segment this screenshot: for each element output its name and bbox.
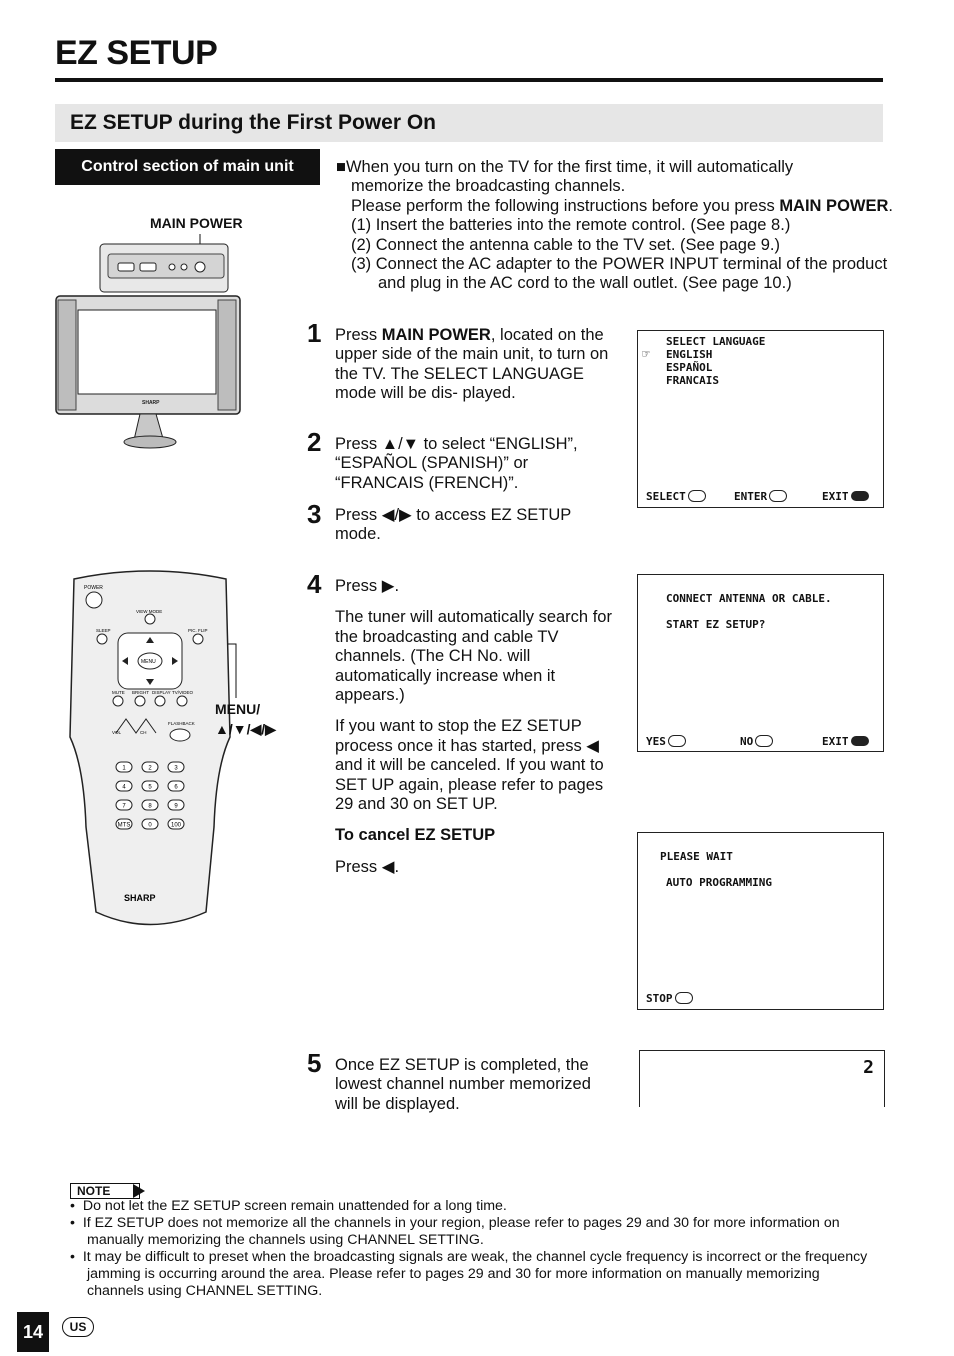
step-4-text xyxy=(335,577,615,889)
step-4-para2: The tuner will automatically search for the broadcasting and cable TV channels. (The CH No. will automatically increase when it appears.) xyxy=(335,608,612,705)
remote-bright-label: BRIGHT xyxy=(132,690,150,695)
remote-key-label: 4 xyxy=(122,784,126,791)
title-rule xyxy=(55,78,883,82)
notes-list xyxy=(70,1198,870,1300)
intro-main-power-bold: MAIN POWER xyxy=(779,196,889,215)
page-number: 14 xyxy=(17,1312,49,1352)
exit-hint: EXIT xyxy=(822,490,849,503)
remote-flashback-button[interactable] xyxy=(170,729,190,741)
step-1-pre: Press xyxy=(335,326,382,344)
intro-line3: Please perform the following instructions before you press xyxy=(351,196,780,215)
remote-key-label: 8 xyxy=(148,803,152,810)
yes-hint: YES xyxy=(646,735,666,748)
tv-brand-logo: SHARP xyxy=(142,400,160,406)
remote-bright-button[interactable] xyxy=(135,696,145,706)
remote-ch-label: CH xyxy=(140,730,147,735)
intro-item-3: (3) Connect the AC adapter to the POWER INPUT terminal of the product and plug in the AC cord to the wall outlet. (See page 10.) xyxy=(351,255,888,293)
enter-hint: ENTER xyxy=(734,490,768,503)
remote-view-mode-button[interactable] xyxy=(145,614,155,624)
page-title: EZ SETUP xyxy=(55,34,218,72)
step-4-cancel-text: Press ◀. xyxy=(335,857,400,876)
connect-screen-line1: CONNECT ANTENNA OR CABLE. xyxy=(666,592,832,605)
remote-power-button[interactable] xyxy=(86,592,102,608)
no-hint: NO xyxy=(740,735,754,748)
remote-key-label: 9 xyxy=(174,803,178,810)
dpad-icon xyxy=(675,992,693,1004)
exit-hint: EXIT xyxy=(822,735,849,748)
remote-mute-button[interactable] xyxy=(113,696,123,706)
remote-display-label: DISPLAY xyxy=(152,690,171,695)
remote-tv-video-label: TV/VIDEO xyxy=(172,690,194,695)
select-hint: SELECT xyxy=(646,490,686,503)
remote-key-label: 7 xyxy=(122,803,126,810)
remote-key-label: 1 xyxy=(122,765,126,772)
note-item-text: It may be difficult to preset when the broadcasting signals are weak, the channel cycle frequency is incorrect or the frequency jamming is occurring around the area. Please refer to pages 29 and 30 for more information on manually memorizing channels using CHANNEL SETTING. xyxy=(82,1249,868,1299)
remote-sleep-label: SLEEP xyxy=(96,628,111,633)
section-title: EZ SETUP during the First Power On xyxy=(70,111,436,134)
intro-line2: memorize the broadcasting channels. xyxy=(351,177,626,196)
step-4-line1: Press ▶. xyxy=(335,577,400,595)
menu-callout-line1: MENU/ xyxy=(215,701,261,717)
remote-mute-label: MUTE xyxy=(112,690,125,695)
control-section-label: Control section of main unit xyxy=(55,149,320,185)
step-3-text: Press ◀/▶ to access EZ SETUP mode. xyxy=(335,506,571,544)
note-arrow-icon xyxy=(133,1184,145,1198)
note-item: • It may be difficult to preset when the broadcasting signals are weak, the channel cycle frequency is incorrect or the frequency jamming is occurring around the area. Please refer to pages 29 and 30 for more information on manually memorizing channels using CHANNEL SETTING. xyxy=(70,1249,868,1299)
step-2-number: 2 xyxy=(307,427,322,457)
remote-key-label: 2 xyxy=(148,765,152,772)
main-power-label: MAIN POWER xyxy=(150,215,243,231)
note-item-text: If EZ SETUP does not memorize all the channels in your region, please refer to pages 29 and 30 for more information on manually memorizing the channels using CHANNEL SETTING. xyxy=(82,1215,840,1248)
dpad-icon xyxy=(755,735,773,747)
remote-key-label: 3 xyxy=(174,765,178,772)
intro-item-1: (1) Insert the batteries into the remote control. (See page 8.) xyxy=(351,216,791,235)
remote-key-label: 6 xyxy=(174,784,178,791)
intro-line3-end: . xyxy=(888,196,893,215)
language-screen-title: SELECT LANGUAGE xyxy=(666,335,766,348)
remote-pic-flip-label: PIC. FLIP xyxy=(188,628,208,633)
step-1-post: , located on the upper side of the main unit, to turn on the TV. The SELECT LANGUAGE mode will be dis- played. xyxy=(335,326,609,403)
intro-line1: When you turn on the TV for the first time, it will automatically xyxy=(345,158,794,176)
step-1-bold: MAIN POWER xyxy=(381,326,491,344)
bullet-square: ■ xyxy=(336,158,346,176)
pointer-hand-icon: ☞ xyxy=(642,347,650,362)
remote-key-label: 100 xyxy=(170,822,182,829)
remote-sleep-button[interactable] xyxy=(97,634,107,644)
select-language-screen xyxy=(637,330,884,508)
tv-illustration xyxy=(52,232,247,450)
step-4-number: 4 xyxy=(307,569,322,599)
menu-callout-label xyxy=(215,699,276,739)
step-2-text: Press ▲/▼ to select “ENGLISH”, “ESPAÑOL (SPANISH)” or “FRANCAIS (FRENCH)”. xyxy=(335,435,578,492)
remote-view-mode-label: VIEW MODE xyxy=(136,609,163,614)
auto-programming-screen xyxy=(637,832,884,1010)
step-5-number: 5 xyxy=(307,1048,322,1078)
connect-antenna-screen xyxy=(637,574,884,752)
remote-flashback-label: FLASHBACK xyxy=(168,721,195,726)
remote-key-label: 5 xyxy=(148,784,152,791)
step-1-text xyxy=(335,326,615,404)
step-3-number: 3 xyxy=(307,499,322,529)
step-1-number: 1 xyxy=(307,318,322,348)
step-4-para3: If you want to stop the EZ SETUP process once it has started, press ◀ and it will be canceled. If you want to SET UP again, please refer to pages 29 and 30 on SET UP. xyxy=(335,717,604,814)
wait-screen-line2: AUTO PROGRAMMING xyxy=(666,876,772,889)
remote-pic-flip-button[interactable] xyxy=(193,634,203,644)
note-label: NOTE xyxy=(70,1183,140,1199)
menu-button-icon xyxy=(851,491,869,501)
remote-illustration xyxy=(66,567,234,937)
intro-text xyxy=(336,158,896,294)
channel-display-screen xyxy=(639,1050,885,1107)
dpad-icon xyxy=(769,490,787,502)
remote-brand-logo: SHARP xyxy=(124,893,156,903)
language-option-espanol: ESPAÑOL xyxy=(666,361,713,374)
remote-power-label: POWER xyxy=(84,585,103,591)
dpad-icon xyxy=(688,490,706,502)
remote-key-label: 0 xyxy=(148,822,152,829)
language-option-english: ENGLISH xyxy=(666,348,713,361)
remote-vol-label: VOL xyxy=(112,730,122,735)
remote-menu-label: MENU xyxy=(141,659,156,665)
region-badge: US xyxy=(62,1317,94,1337)
connect-screen-line2: START EZ SETUP? xyxy=(666,618,766,631)
channel-number: 2 xyxy=(863,1057,874,1078)
language-option-francais: FRANCAIS xyxy=(666,374,719,387)
remote-key-label: MTS xyxy=(117,822,131,829)
remote-tv-video-button[interactable] xyxy=(177,696,187,706)
note-item-text: Do not let the EZ SETUP screen remain unattended for a long time. xyxy=(82,1198,507,1214)
menu-callout-line2: ▲/▼/◀/▶ xyxy=(215,721,276,737)
menu-button-icon xyxy=(851,736,869,746)
note-item: • If EZ SETUP does not memorize all the channels in your region, please refer to pages 29 and 30 for more information on manually memorizing the channels using CHANNEL SETTING. xyxy=(70,1215,840,1248)
dpad-icon xyxy=(668,735,686,747)
stop-hint: STOP xyxy=(646,992,673,1005)
step-5-text: Once EZ SETUP is completed, the lowest channel number memorized will be displayed. xyxy=(335,1056,591,1113)
intro-item-2: (2) Connect the antenna cable to the TV set. (See page 9.) xyxy=(351,235,780,254)
note-item: • Do not let the EZ SETUP screen remain unattended for a long time. xyxy=(70,1198,507,1214)
step-4-cancel-title: To cancel EZ SETUP xyxy=(335,826,496,845)
wait-screen-line1: PLEASE WAIT xyxy=(660,850,733,863)
remote-display-button[interactable] xyxy=(155,696,165,706)
